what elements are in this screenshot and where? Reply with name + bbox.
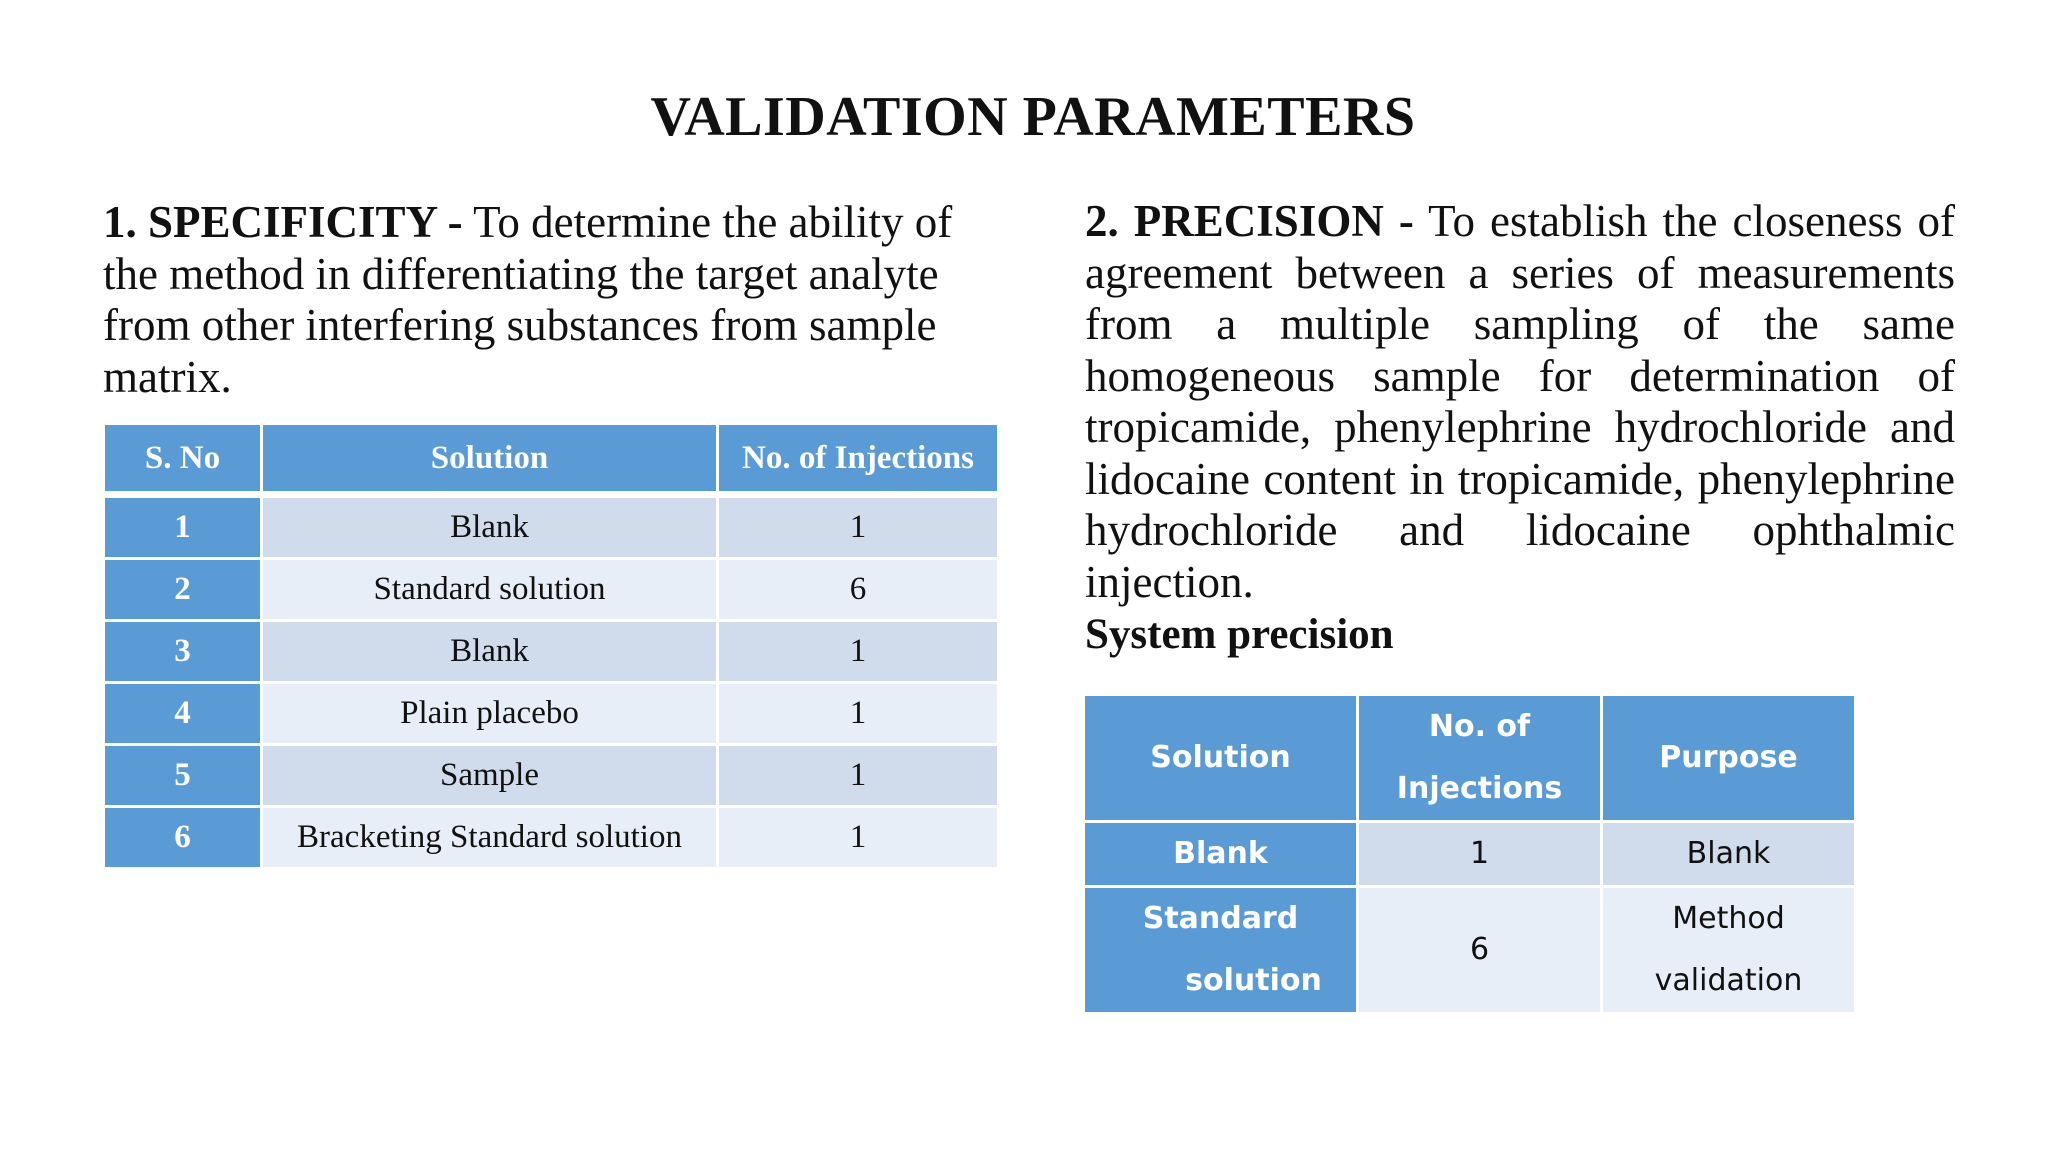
cell-solution: Blank [263, 622, 716, 681]
cell-injections: 6 [1359, 888, 1600, 1012]
cell-injections: 1 [719, 622, 997, 681]
specificity-paragraph [103, 197, 1003, 403]
header-injections: No. of Injections [719, 425, 997, 495]
cell-solution: Sample [263, 746, 716, 805]
header-injections [1359, 696, 1600, 820]
table-header-row [105, 425, 997, 495]
cell-purpose [1603, 888, 1854, 1012]
cell-sno: 5 [105, 746, 260, 805]
cell-sno: 4 [105, 684, 260, 743]
table-row [105, 746, 997, 805]
specificity-table [102, 422, 1000, 870]
cell-solution: Standard solution [263, 560, 716, 619]
table-row [1085, 823, 1854, 885]
cell-injections: 1 [719, 746, 997, 805]
cell-purpose-line1: Method [1672, 901, 1785, 936]
cell-solution: Plain placebo [263, 684, 716, 743]
header-sno: S. No [105, 425, 260, 495]
cell-solution [1085, 888, 1356, 1012]
precision-paragraph [1085, 196, 1955, 608]
table-row [105, 498, 997, 557]
specificity-heading: 1. SPECIFICITY - [103, 197, 463, 247]
header-injections-line2: Injections [1396, 771, 1563, 806]
table-row [105, 560, 997, 619]
cell-injections: 6 [719, 560, 997, 619]
cell-injections: 1 [1359, 823, 1600, 885]
cell-sno: 3 [105, 622, 260, 681]
header-solution: Solution [263, 425, 716, 495]
table-row [105, 622, 997, 681]
cell-solution-line2: solution [1185, 963, 1322, 998]
cell-sno: 6 [105, 808, 260, 867]
cell-injections: 1 [719, 498, 997, 557]
table-row [105, 808, 997, 867]
precision-heading: 2. PRECISION - [1085, 196, 1414, 246]
cell-solution: Blank [1085, 823, 1356, 885]
precision-text: To establish the closeness of agreement between a series of measurements from a multiple sampling of the same homogeneous sample for determination of tropicamide, phenylephrine hydrochloride and lidocaine content in tropicamide, phenylephrine hydrochloride and lidocaine ophthalmic injection. [1085, 196, 1955, 607]
cell-injections: 1 [719, 808, 997, 867]
cell-solution: Bracketing Standard solution [263, 808, 716, 867]
cell-purpose: Blank [1603, 823, 1854, 885]
cell-solution: Blank [263, 498, 716, 557]
cell-injections: 1 [719, 684, 997, 743]
header-injections-line1: No. of [1428, 709, 1531, 744]
cell-sno: 2 [105, 560, 260, 619]
header-purpose: Purpose [1603, 696, 1854, 820]
cell-solution-line1: Standard [1142, 901, 1299, 936]
slide-title: VALIDATION PARAMETERS [650, 86, 1416, 148]
specificity-text: To determine the ability of the method in differentiating the target analyte from other interfering substances from sample matrix. [103, 197, 953, 402]
system-precision-table [1082, 693, 1857, 1015]
cell-purpose-line2: validation [1654, 963, 1803, 998]
table-row [1085, 888, 1854, 1012]
cell-sno: 1 [105, 498, 260, 557]
system-precision-heading: System precision [1085, 611, 1394, 658]
header-solution: Solution [1085, 696, 1356, 820]
table-header-row [1085, 696, 1854, 820]
table-row [105, 684, 997, 743]
